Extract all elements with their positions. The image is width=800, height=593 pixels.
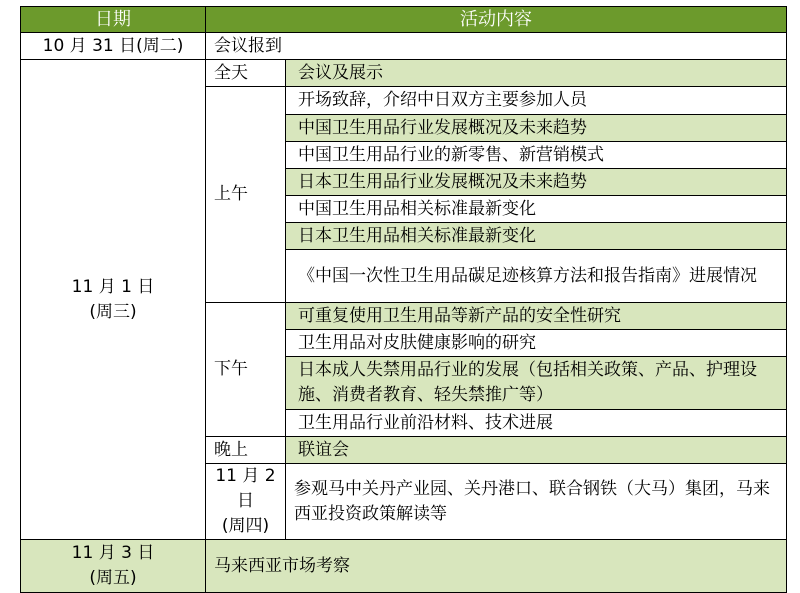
session-label: 下午 xyxy=(206,303,286,437)
activity-cell: 开场致辞，介绍中日双方主要参加人员 xyxy=(286,87,787,115)
activity-cell: 会议报到 xyxy=(206,33,787,60)
activity-cell: 参观马中关丹产业园、关丹港口、联合钢铁（大马）集团，马来西亚投资政策解读等 xyxy=(286,464,787,540)
date-line: 11 月 1 日 xyxy=(71,276,155,297)
weekday-line: (周三) xyxy=(89,301,137,322)
activity-column-header: 活动内容 xyxy=(206,7,787,33)
schedule-table xyxy=(20,6,787,593)
header-row xyxy=(21,7,787,33)
activity-cell: 联谊会 xyxy=(286,437,787,464)
date-cell: 10 月 31 日(周二) xyxy=(21,33,206,60)
session-label: 全天 xyxy=(206,60,286,87)
activity-cell: 可重复使用卫生用品等新产品的安全性研究 xyxy=(286,303,787,330)
date-cell xyxy=(21,60,206,540)
activity-cell: 中国卫生用品行业发展概况及未来趋势 xyxy=(286,115,787,142)
activity-cell: 日本卫生用品相关标准最新变化 xyxy=(286,223,787,250)
date-cell xyxy=(206,464,286,540)
activity-cell: 卫生用品行业前沿材料、技术进展 xyxy=(286,410,787,437)
activity-cell: 中国卫生用品相关标准最新变化 xyxy=(286,196,787,223)
session-label: 晚上 xyxy=(206,437,286,464)
activity-cell: 马来西亚市场考察 xyxy=(206,540,787,593)
day-row-oct31 xyxy=(21,33,787,60)
session-label: 上午 xyxy=(206,87,286,303)
activity-cell: 日本卫生用品行业发展概况及未来趋势 xyxy=(286,169,787,196)
date-column-header: 日期 xyxy=(21,7,206,33)
day-row-nov1-allday xyxy=(21,60,787,87)
activity-cell: 会议及展示 xyxy=(286,60,787,87)
weekday-line: (周四) xyxy=(221,516,270,536)
date-cell xyxy=(21,540,206,593)
day-row-nov3 xyxy=(21,540,787,593)
activity-cell: 《中国一次性卫生用品碳足迹核算方法和报告指南》进展情况 xyxy=(286,250,787,303)
weekday-line: (周五) xyxy=(89,568,137,588)
activity-cell: 中国卫生用品行业的新零售、新营销模式 xyxy=(286,142,787,169)
date-line: 11 月 2 日 xyxy=(215,466,276,511)
date-line: 11 月 3 日 xyxy=(71,543,155,563)
activity-cell: 日本成人失禁用品行业的发展（包括相关政策、产品、护理设施、消费者教育、轻失禁推广等） xyxy=(286,357,787,410)
activity-cell: 卫生用品对皮肤健康影响的研究 xyxy=(286,330,787,357)
